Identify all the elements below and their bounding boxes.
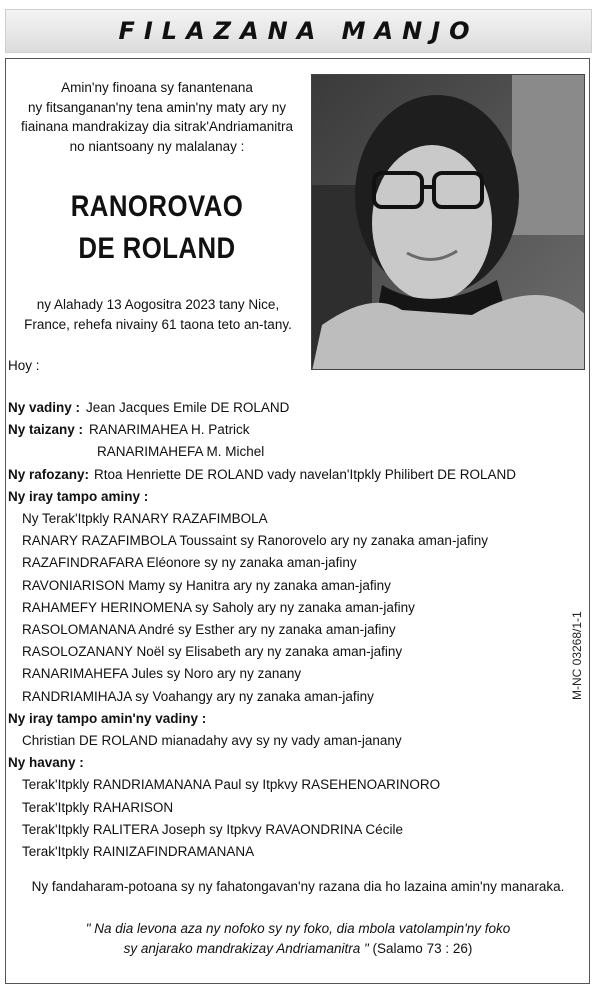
list-item: Ny Terak'Itpkly RANARY RAZAFIMBOLA: [22, 511, 268, 527]
quote-reference: (Salamo 73 : 26): [372, 941, 473, 956]
list-item: RASOLOZANANY Noël sy Elisabeth ary ny zanaka aman-jafiny: [22, 644, 403, 660]
intro-line: no niantsoany ny malalanay :: [69, 138, 245, 154]
taizany-value: RANARIMAHEA H. Patrick: [89, 422, 250, 438]
hoy-label: Hoy :: [8, 358, 40, 373]
deceased-name: [29, 186, 285, 270]
reference-code: M-NC 03268/1-1: [570, 611, 584, 700]
quote-line1: " Na dia levona aza ny nofoko sy ny foko, dia mbola vatolampin'ny foko: [85, 921, 511, 936]
list-item: RANARY RAZAFIMBOLA Toussaint sy Ranorovelo ary ny zanaka aman-jafiny: [22, 533, 488, 549]
portrait-photo: [311, 74, 585, 370]
taizany-row: [8, 419, 568, 441]
rafozany-row: [8, 464, 568, 486]
iray-tampo-heading: [8, 486, 568, 508]
list-item: RANDRIAMIHAJA sy Voahangy ary ny zanaka aman-jafiny: [22, 688, 374, 704]
taizany-row-2: [8, 441, 568, 463]
vadiny-row: [8, 397, 568, 419]
deceased-name-line2: DE ROLAND: [78, 232, 236, 265]
vadiny-label: Ny vadiny :: [8, 400, 81, 415]
notice-title: FILAZANA MANJO: [118, 17, 479, 45]
closing-text: Ny fandaharam-potoana sy ny fahatongavan'ny razana dia ho lazaina amin'ny manaraka.: [31, 879, 565, 894]
list-item: Christian DE ROLAND mianadahy avy sy ny vady aman-janany: [22, 733, 402, 749]
taizany-value: RANARIMAHEFA M. Michel: [97, 444, 265, 460]
family-list: [8, 397, 568, 863]
list-item: RAHAMEFY HERINOMENA sy Saholy ary ny zanaka aman-jafiny: [22, 599, 415, 615]
iray-tampo-label: Ny iray tampo aminy :: [8, 488, 149, 504]
notice-header: [5, 9, 592, 53]
list-item: RAZAFINDRAFARA Eléonore sy ny zanaka aman-jafiny: [22, 555, 357, 571]
havany-heading: [8, 752, 568, 774]
bible-quote: [8, 919, 588, 959]
list-item: Terak'Itpkly RANDRIAMANANA Paul sy Itpkvy RASEHENOARINORO: [22, 777, 441, 793]
deceased-name-line1: RANOROVAO: [70, 190, 244, 223]
list-item: RANARIMAHEFA Jules sy Noro ary ny zanany: [22, 666, 302, 682]
taizany-label: Ny taizany :: [8, 422, 84, 438]
list-item: RAVONIARISON Mamy sy Hanitra ary ny zanaka aman-jafiny: [22, 577, 391, 593]
rafozany-value: Rtoa Henriette DE ROLAND vady navelan'Itpkly Philibert DE ROLAND: [94, 466, 517, 482]
death-notice-line1: ny Alahady 13 Aogositra 2023 tany Nice,: [36, 297, 280, 312]
rafozany-label: Ny rafozany:: [8, 466, 90, 482]
intro-line: ny fitsanganan'ny tena amin'ny maty ary ny: [27, 99, 287, 115]
vadiny-value: Jean Jacques Emile DE ROLAND: [86, 400, 290, 415]
list-item: RASOLOMANANA André sy Esther ary ny zanaka aman-jafiny: [22, 622, 396, 638]
iray-tampo-vadiny-label: Ny iray tampo amin'ny vadiny :: [8, 710, 207, 726]
death-notice: [8, 295, 308, 335]
list-item: Terak'Itpkly RALITERA Joseph sy Itpkvy RAVAONDRINA Cécile: [22, 821, 403, 837]
intro-text: [8, 78, 306, 156]
list-item: Terak'Itpkly RAHARISON: [22, 799, 174, 815]
intro-line: fiainana mandrakizay dia sitrak'Andriamanitra: [21, 119, 293, 134]
portrait-illustration: [312, 75, 585, 370]
havany-label: Ny havany :: [8, 755, 84, 771]
intro-line: Amin'ny finoana sy fanantenana: [61, 80, 253, 95]
quote-line2: sy anjarako mandrakizay Andriamanitra ": [123, 941, 369, 956]
list-item: Terak'Itpkly RAINIZAFINDRAMANANA: [22, 844, 255, 860]
death-notice-line2: France, rehefa nivainy 61 taona teto an-tany.: [24, 317, 292, 332]
iray-tampo-vadiny-heading: [8, 708, 568, 730]
